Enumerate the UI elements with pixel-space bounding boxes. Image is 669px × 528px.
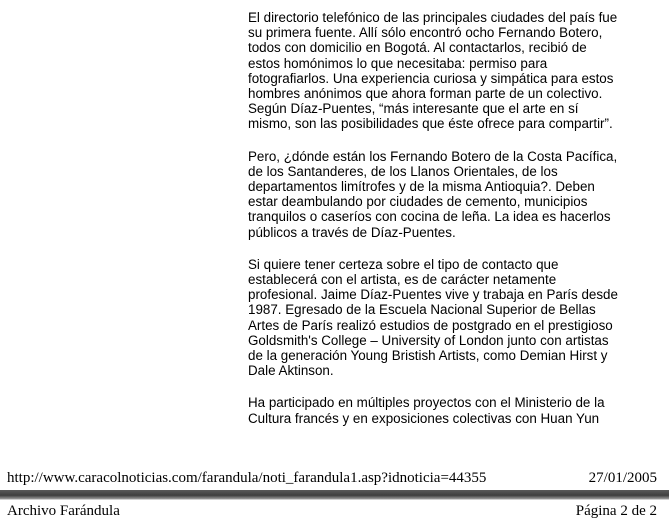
text-line: Goldsmith's College – University of London junto con artistas xyxy=(248,332,609,348)
page-number: Página 2 de 2 xyxy=(575,503,657,519)
text-line: estar deambulando por ciudades de cemento, municipios xyxy=(248,194,588,210)
text-line: departamentos limítrofes y de la misma Antioquia?. Deben xyxy=(248,179,595,195)
print-footer-page xyxy=(7,502,657,520)
print-footer-source xyxy=(7,469,657,487)
text-line: Ha participado en múltiples proyectos con el Ministerio de la xyxy=(248,395,605,411)
text-line: públicos a través de Díaz-Puentes. xyxy=(248,224,456,240)
article-body xyxy=(248,10,648,443)
text-line: 1987. Egresado de la Escuela Nacional Superior de Bellas xyxy=(248,302,596,318)
text-line: su primera fuente. Allí sólo encontró ocho Fernando Botero, xyxy=(248,25,603,41)
text-line: Si quiere tener certeza sobre el tipo de contacto que xyxy=(248,256,559,272)
footer-divider-highlight xyxy=(0,499,669,500)
text-line: Artes de París realizó estudios de postgrado en el prestigioso xyxy=(248,317,613,333)
text-line: El directorio telefónico de las principales ciudades del país fue xyxy=(248,10,618,25)
footer-divider xyxy=(0,490,669,499)
text-line: tranquilos o caseríos con cocina de leña. La idea es hacerlos xyxy=(248,209,611,225)
text-line: de los Santanderes, de los Llanos Orientales, de los xyxy=(248,163,558,179)
text-line: hombres anónimos que ahora forman parte de un colectivo. xyxy=(248,86,603,102)
text-line: Según Díaz-Puentes, “más interesante que el arte en sí xyxy=(248,101,579,117)
text-line: mismo, son las posibilidades que éste ofrece para compartir”. xyxy=(248,116,613,132)
text-line: Pero, ¿dónde están los Fernando Botero de la Costa Pacífica, xyxy=(248,148,618,164)
text-line: de la generación Young Bristish Artists, como Demian Hirst y xyxy=(248,348,608,364)
text-line: profesional. Jaime Díaz-Puentes vive y trabaja en París desde xyxy=(248,287,618,303)
section-label: Archivo Farándula xyxy=(7,503,120,519)
source-url[interactable]: http://www.caracolnoticias.com/farandula/noti_farandula1.asp?idnoticia=44355 xyxy=(7,470,487,486)
print-date: 27/01/2005 xyxy=(588,470,657,486)
article-paragraph-4 xyxy=(248,395,648,425)
text-line: fotografiarlos. Una experiencia curiosa y simpática para estos xyxy=(248,70,614,86)
text-line: establecerá con el artista, es de carácter netamente xyxy=(248,272,557,288)
text-line: estos homónimos lo que necesitaba: permiso para xyxy=(248,55,548,71)
text-line: Dale Aktinson. xyxy=(248,363,334,379)
text-line: todos con domicilio en Bogotá. Al contactarlos, recibió de xyxy=(248,40,587,56)
text-line: Cultura francés y en exposiciones colectivas con Huan Yun xyxy=(248,410,600,426)
article-paragraph-3 xyxy=(248,257,648,379)
article-paragraph-1 xyxy=(248,10,648,132)
article-paragraph-2 xyxy=(248,149,648,240)
